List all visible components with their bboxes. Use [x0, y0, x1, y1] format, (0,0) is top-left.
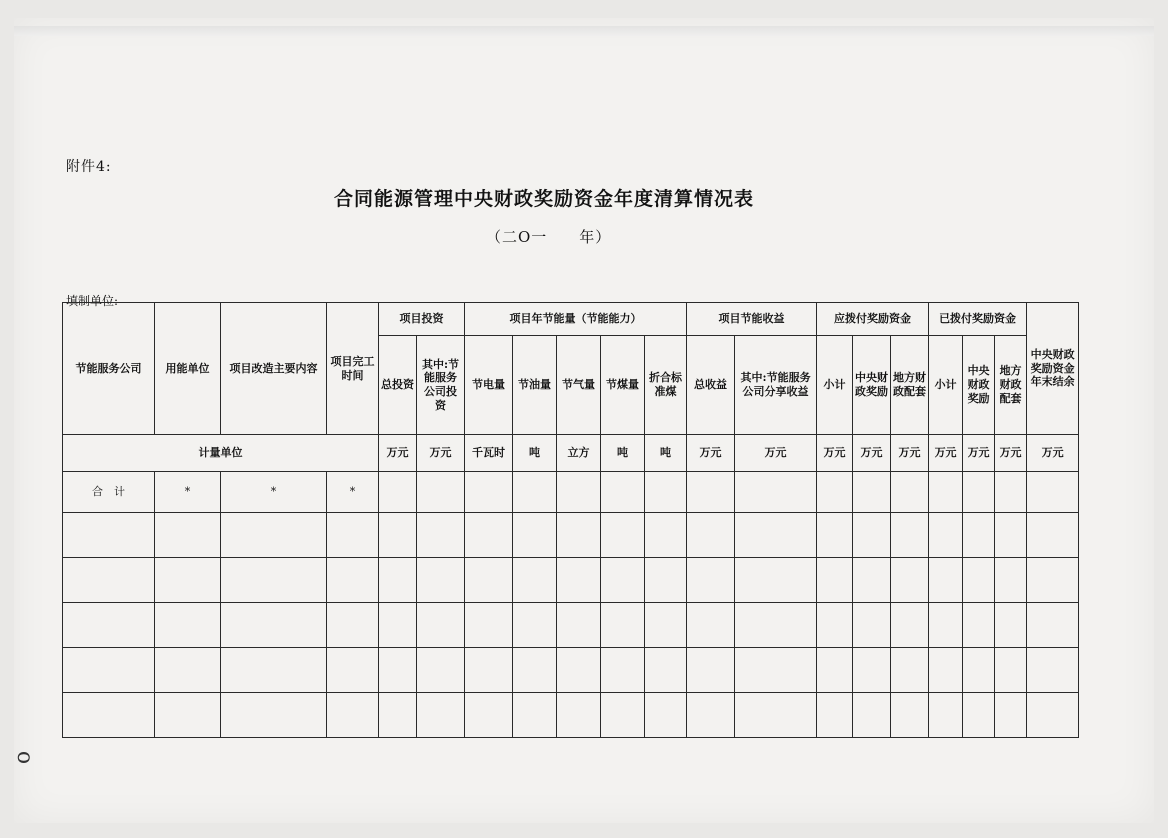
table-cell — [735, 472, 817, 513]
table-cell — [963, 513, 995, 558]
table-cell — [891, 603, 929, 648]
table-cell — [155, 648, 221, 693]
table-cell — [963, 558, 995, 603]
unit-oil: 吨 — [513, 435, 557, 472]
scan-edge — [14, 26, 1154, 36]
sub-coal: 节煤量 — [601, 336, 645, 435]
unit-payable-central: 万元 — [853, 435, 891, 472]
table-cell — [557, 558, 601, 603]
table-cell — [817, 513, 853, 558]
table-cell — [995, 558, 1027, 603]
table-cell — [327, 558, 379, 603]
table-row — [63, 693, 1079, 738]
header-row-groups — [63, 303, 1079, 336]
table-cell — [513, 693, 557, 738]
unit-esco-share: 万元 — [735, 435, 817, 472]
table-cell — [155, 558, 221, 603]
table-cell — [1027, 472, 1079, 513]
sub-gas: 节气量 — [557, 336, 601, 435]
table-cell — [379, 513, 417, 558]
units-label: 计量单位 — [63, 435, 379, 472]
table-cell — [513, 513, 557, 558]
table-cell — [687, 603, 735, 648]
table-cell — [817, 603, 853, 648]
table-cell — [929, 558, 963, 603]
table-cell — [155, 603, 221, 648]
header-investment: 项目投资 — [379, 303, 465, 336]
table-cell — [963, 472, 995, 513]
table-cell — [687, 693, 735, 738]
table-cell — [735, 693, 817, 738]
table-cell — [221, 558, 327, 603]
unit-total-benefit: 万元 — [687, 435, 735, 472]
table-cell — [417, 648, 465, 693]
table-cell — [379, 558, 417, 603]
table-cell — [1027, 558, 1079, 603]
header-user-unit: 用能单位 — [155, 303, 221, 435]
table-cell — [687, 472, 735, 513]
table-cell — [645, 603, 687, 648]
table-cell — [557, 603, 601, 648]
table-cell — [513, 603, 557, 648]
table-cell — [379, 603, 417, 648]
table-cell — [853, 558, 891, 603]
table-cell — [513, 558, 557, 603]
settlement-table — [62, 302, 1079, 738]
table-cell — [557, 513, 601, 558]
table-cell — [63, 693, 155, 738]
header-energy-saving: 项目年节能量（节能能力） — [465, 303, 687, 336]
table-cell — [1027, 648, 1079, 693]
table-cell — [557, 472, 601, 513]
table-cell — [645, 648, 687, 693]
table-cell — [63, 558, 155, 603]
sub-esco-investment: 其中:节能服务公司投资 — [417, 336, 465, 435]
table-cell — [853, 513, 891, 558]
sub-payable-local: 地方财政配套 — [891, 336, 929, 435]
table-cell — [601, 603, 645, 648]
year-line: （二O一 年） — [486, 228, 612, 246]
unit-balance: 万元 — [1027, 435, 1079, 472]
table-cell — [379, 472, 417, 513]
table-cell — [995, 513, 1027, 558]
sub-esco-share: 其中:节能服务公司分享收益 — [735, 336, 817, 435]
table-cell — [513, 648, 557, 693]
header-balance: 中央财政奖励资金年末结余 — [1027, 303, 1079, 435]
table-cell — [63, 603, 155, 648]
table-row — [63, 603, 1079, 648]
table-cell — [687, 513, 735, 558]
table-cell — [601, 558, 645, 603]
table-cell — [601, 693, 645, 738]
table-cell — [817, 472, 853, 513]
table-cell — [963, 648, 995, 693]
table-cell — [735, 603, 817, 648]
unit-paid-local: 万元 — [995, 435, 1027, 472]
sub-payable-subtotal: 小计 — [817, 336, 853, 435]
unit-paid-central: 万元 — [963, 435, 995, 472]
sub-std-coal: 折合标准煤 — [645, 336, 687, 435]
header-paid: 已拨付奖励资金 — [929, 303, 1027, 336]
table-cell — [645, 513, 687, 558]
table-cell — [417, 472, 465, 513]
sub-paid-central: 中央财政奖励 — [963, 336, 995, 435]
table-cell — [645, 558, 687, 603]
table-cell — [155, 513, 221, 558]
table-cell — [557, 648, 601, 693]
fill-unit-label: 填制单位: — [66, 294, 119, 308]
table-cell — [853, 693, 891, 738]
table-cell — [853, 648, 891, 693]
table-cell — [465, 472, 513, 513]
total-row — [63, 472, 1079, 513]
attachment-label: 附件4: — [66, 159, 112, 175]
table-cell — [557, 693, 601, 738]
header-payable: 应拨付奖励资金 — [817, 303, 929, 336]
table-cell — [465, 648, 513, 693]
table-cell — [155, 693, 221, 738]
table-cell — [221, 693, 327, 738]
table-cell — [929, 693, 963, 738]
unit-total-investment: 万元 — [379, 435, 417, 472]
table-cell — [417, 513, 465, 558]
table-cell — [687, 558, 735, 603]
sub-electricity: 节电量 — [465, 336, 513, 435]
table-cell — [735, 558, 817, 603]
table-cell — [891, 513, 929, 558]
total-completion: * — [327, 472, 379, 513]
total-content: * — [221, 472, 327, 513]
table-cell — [417, 603, 465, 648]
table-row — [63, 648, 1079, 693]
table-cell — [853, 472, 891, 513]
table-cell — [891, 472, 929, 513]
unit-electricity: 千瓦时 — [465, 435, 513, 472]
sub-oil: 节油量 — [513, 336, 557, 435]
sub-payable-central: 中央财政奖励 — [853, 336, 891, 435]
table-cell — [817, 648, 853, 693]
table-cell — [327, 603, 379, 648]
header-benefit: 项目节能收益 — [687, 303, 817, 336]
unit-payable-local: 万元 — [891, 435, 929, 472]
table-cell — [601, 472, 645, 513]
table-cell — [817, 693, 853, 738]
table-cell — [465, 558, 513, 603]
table-cell — [687, 648, 735, 693]
table-cell — [1027, 693, 1079, 738]
table-row — [63, 558, 1079, 603]
unit-std-coal: 吨 — [645, 435, 687, 472]
total-label: 合 计 — [63, 472, 155, 513]
header-company: 节能服务公司 — [63, 303, 155, 435]
table-cell — [327, 693, 379, 738]
table-cell — [63, 648, 155, 693]
total-user-unit: * — [155, 472, 221, 513]
table-cell — [929, 603, 963, 648]
table-cell — [891, 693, 929, 738]
table-cell — [817, 558, 853, 603]
table-cell — [929, 472, 963, 513]
table-cell — [929, 648, 963, 693]
document-title: 合同能源管理中央财政奖励资金年度清算情况表 — [334, 188, 755, 210]
table-cell — [963, 693, 995, 738]
table-cell — [379, 648, 417, 693]
table-cell — [645, 693, 687, 738]
unit-coal: 吨 — [601, 435, 645, 472]
table-cell — [601, 648, 645, 693]
table-cell — [735, 513, 817, 558]
table-cell — [379, 693, 417, 738]
page-mark: o — [12, 750, 38, 765]
table-cell — [735, 648, 817, 693]
sub-paid-local: 地方财政配套 — [995, 336, 1027, 435]
table-cell — [963, 603, 995, 648]
table-cell — [995, 472, 1027, 513]
header-completion: 项目完工时间 — [327, 303, 379, 435]
sub-paid-subtotal: 小计 — [929, 336, 963, 435]
table-cell — [853, 603, 891, 648]
table-cell — [465, 513, 513, 558]
table-cell — [417, 558, 465, 603]
table-cell — [513, 472, 557, 513]
table-cell — [417, 693, 465, 738]
table-cell — [63, 513, 155, 558]
units-row — [63, 435, 1079, 472]
table-cell — [891, 648, 929, 693]
table-cell — [995, 648, 1027, 693]
table-cell — [465, 693, 513, 738]
table-cell — [929, 513, 963, 558]
table-cell — [221, 648, 327, 693]
unit-payable-subtotal: 万元 — [817, 435, 853, 472]
table-cell — [891, 558, 929, 603]
sub-total-investment: 总投资 — [379, 336, 417, 435]
table-cell — [1027, 513, 1079, 558]
table-cell — [221, 513, 327, 558]
table-cell — [327, 648, 379, 693]
sub-total-benefit: 总收益 — [687, 336, 735, 435]
header-content: 项目改造主要内容 — [221, 303, 327, 435]
table-cell — [327, 513, 379, 558]
table-cell — [1027, 603, 1079, 648]
table-cell — [995, 693, 1027, 738]
table-cell — [465, 603, 513, 648]
table-row — [63, 513, 1079, 558]
table-cell — [995, 603, 1027, 648]
unit-esco-investment: 万元 — [417, 435, 465, 472]
table-cell — [601, 513, 645, 558]
unit-gas: 立方 — [557, 435, 601, 472]
unit-paid-subtotal: 万元 — [929, 435, 963, 472]
table-cell — [645, 472, 687, 513]
table-cell — [221, 603, 327, 648]
